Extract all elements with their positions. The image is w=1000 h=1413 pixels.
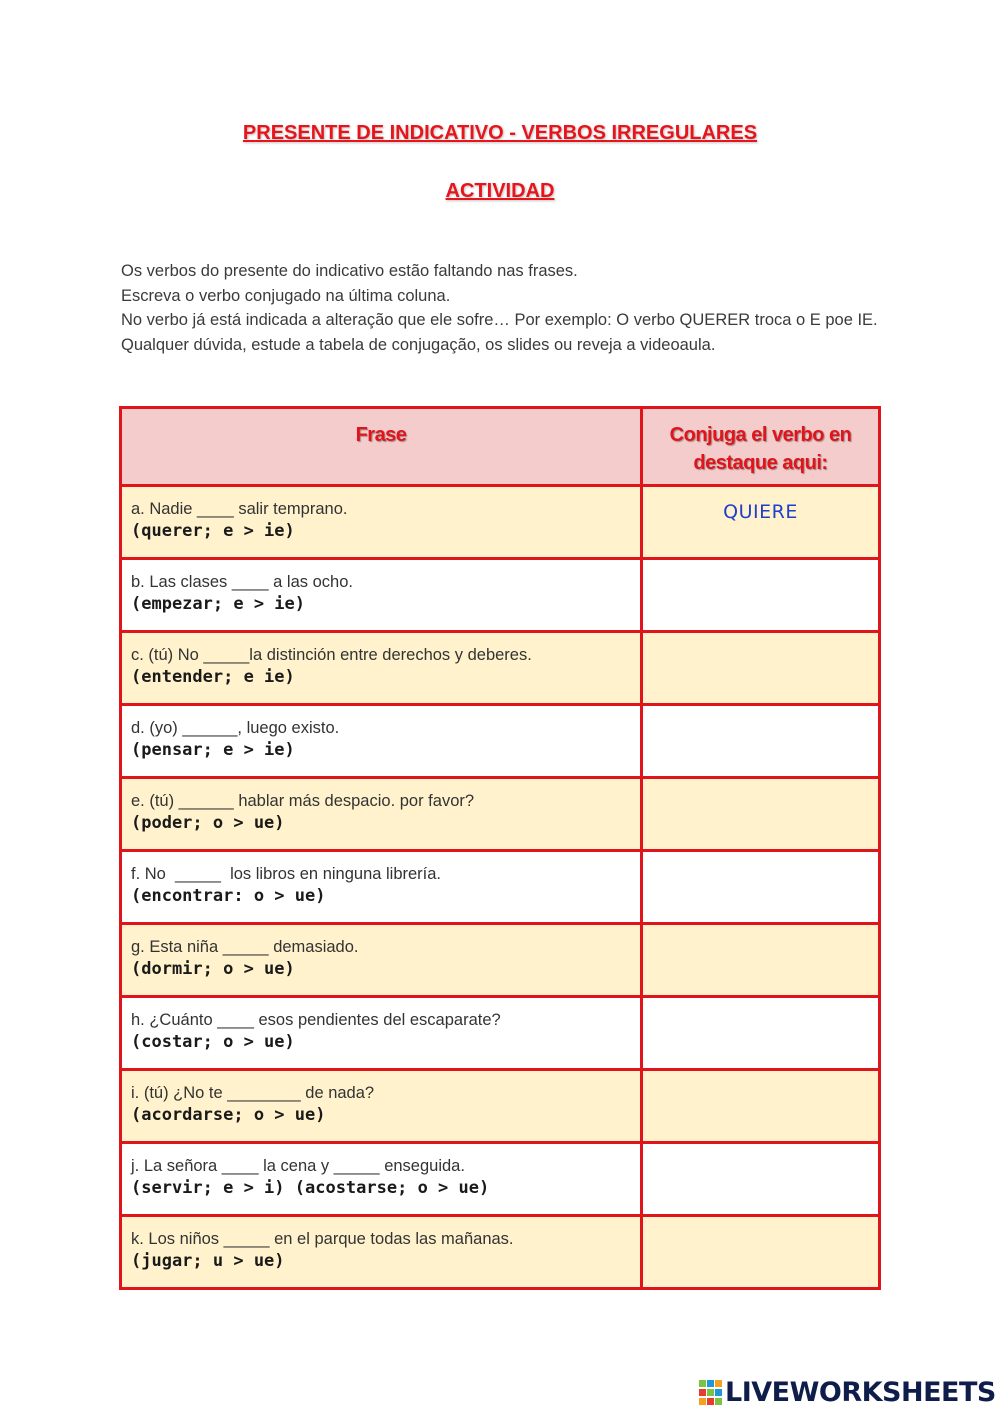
page-title: PRESENTE DE INDICATIVO - VERBOS IRREGULARES — [242, 122, 758, 144]
answer-text: QUIERE — [723, 501, 798, 523]
sentence: f. No _____ los libros en ninguna librería. — [131, 865, 442, 883]
table-row — [121, 778, 880, 851]
answer-input[interactable] — [642, 1070, 880, 1143]
phrase-cell — [121, 632, 642, 705]
sentence: a. Nadie ____ salir temprano. — [131, 500, 348, 518]
sentence: j. La señora ____ la cena y _____ enseguida. — [131, 1157, 465, 1175]
sentence: k. Los niños _____ en el parque todas las mañanas. — [131, 1230, 514, 1248]
verb-hint: (jugar; u > ue) — [131, 1251, 285, 1271]
table-row — [121, 1216, 880, 1289]
answer-input[interactable] — [642, 997, 880, 1070]
phrase-cell — [121, 559, 642, 632]
answer-input[interactable] — [642, 1216, 880, 1289]
liveworksheets-logo[interactable] — [699, 1378, 996, 1408]
phrase-cell — [121, 851, 642, 924]
verb-hint: (empezar; e > ie) — [131, 594, 305, 614]
sentence: g. Esta niña _____ demasiado. — [131, 938, 359, 956]
phrase-cell — [121, 486, 642, 559]
column-header-phrase: Frase — [121, 408, 642, 486]
verb-hint: (acordarse; o > ue) — [131, 1105, 326, 1125]
answer-input[interactable] — [642, 705, 880, 778]
verb-hint: (entender; e ie) — [131, 667, 295, 687]
table-row — [121, 1070, 880, 1143]
exercise-table — [119, 406, 881, 1290]
table-row — [121, 705, 880, 778]
phrase-cell — [121, 1143, 642, 1216]
instruction-line: No verbo já está indicada a alteração que ele sofre… Por exemplo: O verbo QUERER troca o E poe IE. — [121, 311, 878, 329]
table-row — [121, 1143, 880, 1216]
table-row — [121, 486, 880, 559]
column-header-answer-line1: Conjuga el verbo en — [669, 424, 852, 446]
phrase-cell — [121, 997, 642, 1070]
column-header-answer — [642, 408, 880, 486]
phrase-cell — [121, 778, 642, 851]
answer-input[interactable] — [642, 559, 880, 632]
verb-hint: (encontrar: o > ue) — [131, 886, 326, 906]
table-row — [121, 632, 880, 705]
instruction-line: Os verbos do presente do indicativo estão faltando nas frases. — [121, 262, 578, 280]
verb-hint: (servir; e > i) (acostarse; o > ue) — [131, 1178, 490, 1198]
column-header-answer-line2: destaque aqui: — [693, 452, 828, 474]
table-row — [121, 997, 880, 1070]
verb-hint: (querer; e > ie) — [131, 521, 295, 541]
instruction-line: Escreva o verbo conjugado na última coluna. — [121, 286, 451, 305]
page-subtitle: ACTIVIDAD — [445, 180, 555, 202]
answer-input[interactable] — [642, 486, 880, 559]
sentence: c. (tú) No _____la distinción entre derechos y deberes. — [131, 646, 532, 664]
answer-input[interactable] — [642, 778, 880, 851]
sentence: e. (tú) ______ hablar más despacio. por favor? — [131, 792, 475, 810]
answer-input[interactable] — [642, 1143, 880, 1216]
phrase-cell — [121, 1216, 642, 1289]
table-row — [121, 851, 880, 924]
table-row — [121, 924, 880, 997]
verb-hint: (costar; o > ue) — [131, 1032, 295, 1052]
sentence: d. (yo) ______, luego existo. — [131, 719, 340, 737]
phrase-cell — [121, 924, 642, 997]
answer-input[interactable] — [642, 924, 880, 997]
liveworksheets-logo-icon — [699, 1380, 723, 1406]
verb-hint: (pensar; e > ie) — [131, 740, 295, 760]
sentence: i. (tú) ¿No te ________ de nada? — [131, 1084, 375, 1102]
instructions — [121, 259, 881, 357]
verb-hint: (dormir; o > ue) — [131, 959, 295, 979]
sentence: h. ¿Cuánto ____ esos pendientes del escaparate? — [131, 1011, 501, 1029]
phrase-cell — [121, 705, 642, 778]
answer-input[interactable] — [642, 632, 880, 705]
instruction-line: Qualquer dúvida, estude a tabela de conjugação, os slides ou reveja a videoaula. — [121, 335, 716, 354]
brand-name: LIVEWORKSHEETS — [725, 1377, 996, 1408]
verb-hint: (poder; o > ue) — [131, 813, 285, 833]
phrase-cell — [121, 1070, 642, 1143]
sentence: b. Las clases ____ a las ocho. — [131, 573, 353, 591]
table-row — [121, 559, 880, 632]
answer-input[interactable] — [642, 851, 880, 924]
